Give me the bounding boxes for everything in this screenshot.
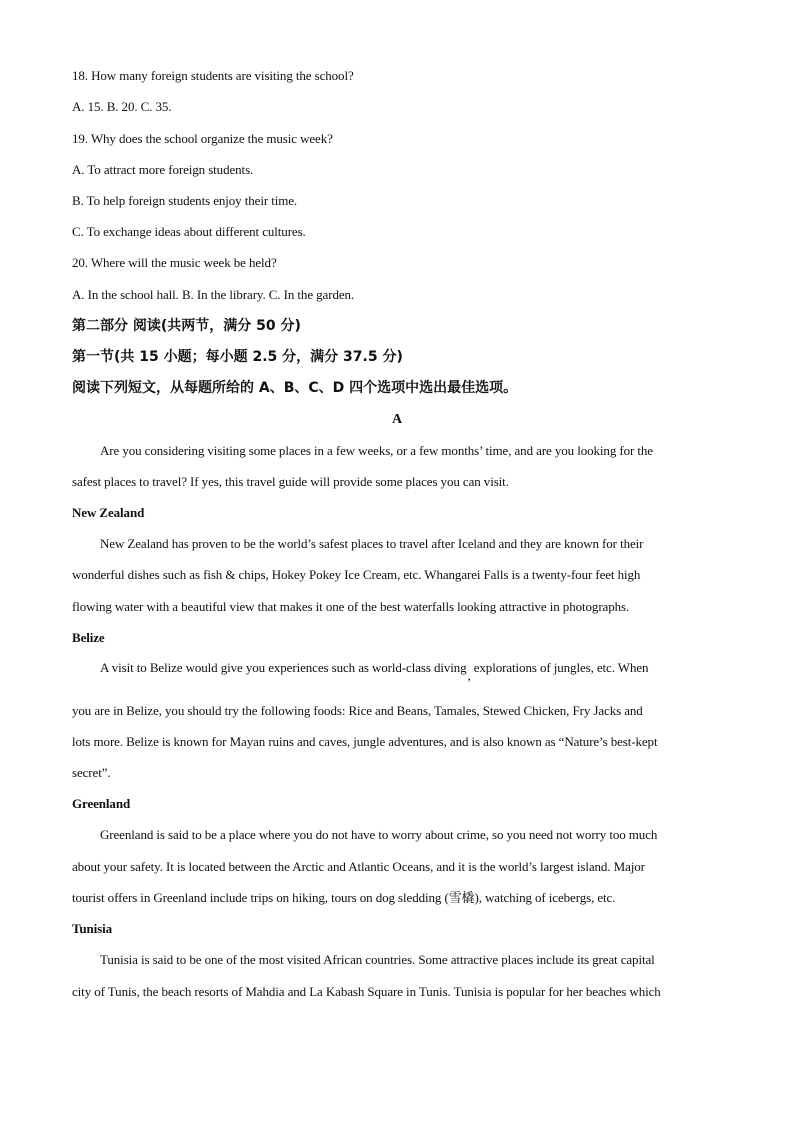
- question-20-options: A. In the school hall. B. In the library. C. In the garden.: [72, 287, 355, 302]
- new-zealand-line-2: wonderful dishes such as fish & chips, Hokey Pokey Ice Cream, etc. Whangarei Falls is a twenty-four feet high: [72, 567, 641, 582]
- tunisia-line-2: city of Tunis, the beach resorts of Mahdia and La Kabash Square in Tunis. Tunisia is popular for her beaches which: [72, 984, 661, 999]
- new-zealand-heading: New Zealand: [72, 505, 145, 520]
- greenland-heading: Greenland: [72, 796, 131, 811]
- belize-line-1-part-b: explorations of jungles, etc. When: [473, 660, 649, 675]
- belize-line-1-part-a: A visit to Belize would give you experiences such as world-class diving: [100, 660, 467, 675]
- belize-line-3: lots more. Belize is known for Mayan ruins and caves, jungle adventures, and is also known as “Nature’s best-kept: [72, 734, 658, 749]
- part-two-heading: 第二部分 阅读(共两节，满分 50 分): [72, 318, 301, 334]
- belize-heading: Belize: [72, 630, 105, 645]
- belize-line-1: [100, 660, 649, 683]
- section-one-heading: 第一节(共 15 小题；每小题 2.5 分，满分 37.5 分): [72, 349, 403, 365]
- belize-line-2: you are in Belize, you should try the following foods: Rice and Beans, Tamales, Stewed Chicken, Fry Jacks and: [72, 703, 643, 718]
- greenland-line-2: about your safety. It is located between the Arctic and Atlantic Oceans, and it is the world’s largest island. Major: [72, 859, 645, 874]
- new-zealand-line-3: flowing water with a beautiful view that makes it one of the best waterfalls looking attractive in photographs.: [72, 599, 630, 614]
- new-zealand-line-1: New Zealand has proven to be the world’s safest places to travel after Iceland and they are known for their: [100, 536, 644, 551]
- intro-line-2: safest places to travel? If yes, this travel guide will provide some places you can visit.: [72, 474, 509, 489]
- question-19-option-a: A. To attract more foreign students.: [72, 162, 254, 177]
- reading-instruction: 阅读下列短文，从每题所给的 A、B、C、D 四个选项中选出最佳选项。: [72, 380, 518, 396]
- question-19-option-b: B. To help foreign students enjoy their time.: [72, 193, 298, 208]
- passage-label: A: [391, 412, 402, 427]
- greenland-line-3: tourist offers in Greenland include trips on hiking, tours on dog sledding (雪橇), watching of icebergs, etc.: [72, 890, 616, 905]
- question-19-option-c: C. To exchange ideas about different cultures.: [72, 224, 306, 239]
- question-20: 20. Where will the music week be held?: [72, 255, 277, 270]
- belize-comma: ,: [467, 668, 471, 683]
- belize-line-4: secret”.: [72, 765, 111, 780]
- question-18: 18. How many foreign students are visiting the school?: [72, 68, 354, 83]
- question-18-options: A. 15. B. 20. C. 35.: [72, 99, 172, 114]
- intro-line-1: Are you considering visiting some places in a few weeks, or a few months’ time, and are you looking for the: [100, 443, 653, 458]
- greenland-line-1: Greenland is said to be a place where you do not have to worry about crime, so you need not worry too much: [100, 827, 658, 842]
- tunisia-line-1: Tunisia is said to be one of the most visited African countries. Some attractive places include its great capital: [100, 952, 655, 967]
- tunisia-heading: Tunisia: [72, 921, 113, 936]
- question-19: 19. Why does the school organize the music week?: [72, 131, 333, 146]
